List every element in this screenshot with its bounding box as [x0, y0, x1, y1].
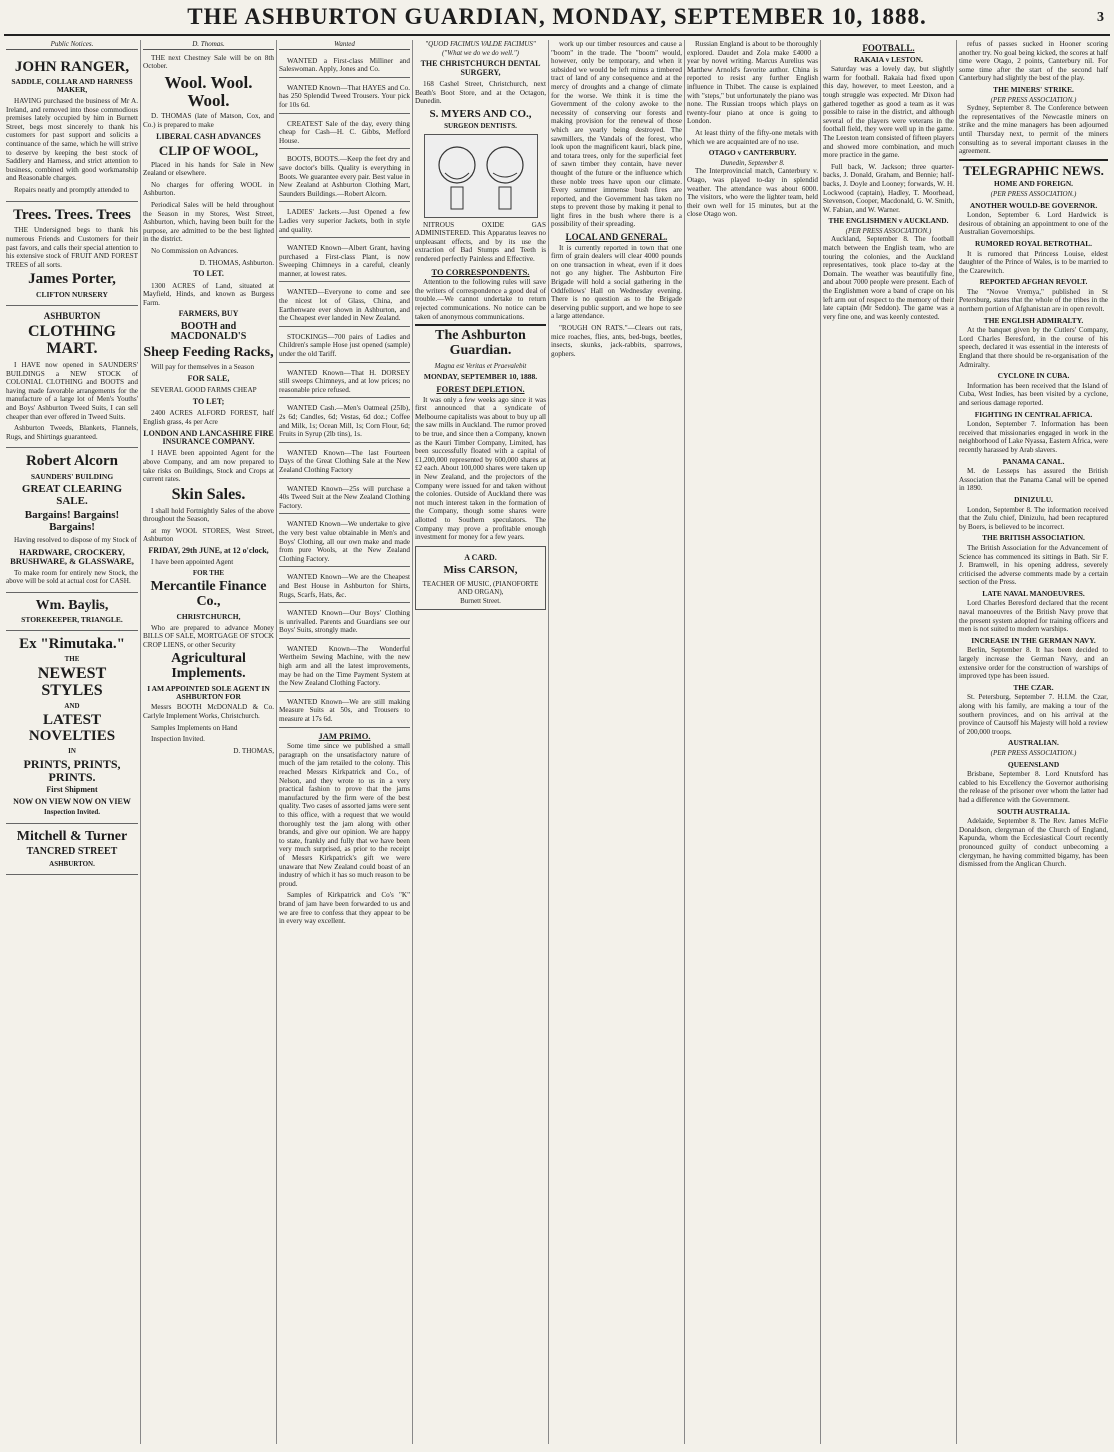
local-general-heading: LOCAL AND GENERAL. — [565, 232, 668, 243]
correspondents-heading: TO CORRESPONDENTS. — [431, 266, 530, 277]
telegram-body: London, September 8. The information received that the Zulu chief, Dinizulu, had been recaptured by Boers, is believed to be incorrect. — [959, 505, 1108, 531]
football-teams: Full back, W. Jackson; three quarter-backs, J. Donald, Graham, and Bennie; half-backs, J. Doyle and Looney; forwards, W. H. Lockwood (captain), Hadley, T. Moorhead, Stevenson, Cooper, Macdonald, G. W. Smith, W. Fabian, and W. Warner. — [823, 162, 954, 214]
telegram-heading: THE BRITISH ASSOCIATION. — [982, 533, 1085, 543]
column-3 — [276, 40, 412, 1444]
telegram-body: The British Association for the Advancement of Science has commenced its sittings in Bath. Sir F. J. Bramwell, in his opening address, severely criticised the adverse comments made by a certain section of the Press. — [959, 543, 1108, 587]
wanted-item: WANTED Known—We are still making Measure Suits at 50s, and Trousers to measure at 17s 6d. — [279, 695, 410, 728]
telegram-heading: THE CZAR. — [1013, 682, 1054, 692]
wanted-item: WANTED Known—That H. DORSEY still sweeps Chimneys, and at low prices; no reasonable price refused. — [279, 366, 410, 399]
inspection-invited-2: Inspection Invited. — [151, 735, 205, 744]
column-8 — [956, 40, 1110, 1444]
australian-heading: AUSTRALIAN. — [1008, 738, 1059, 748]
correspondents-body: Attention to the following rules will save the writers of correspondence a good deal of trouble.—We cannot undertake to return rejected communications. No notice can be taken of anonymous communications. — [415, 278, 546, 321]
masthead-title: THE ASHBURTON GUARDIAN, MONDAY, SEPTEMBER 10, 1888. — [187, 4, 927, 29]
wanted-item: WANTED Known—We are the Cheapest and Best House in Ashburton for Shirts, Rugs, Scarfs, Hats, &c. — [279, 570, 410, 603]
clothing-mart-advert — [6, 306, 138, 448]
no-charge: No charges for offering WOOL in Ashburton. — [143, 180, 274, 198]
jam-body: Some time since we published a small paragraph on the unsatisfactory nature of much of the jam retailed to the colony. This reached Messrs Kirkpatrick and Co., of Nelson, and they wrote to us in a very practical fashion to prove that the jams manufactured by the firm were of the best quality. Two cases of assorted jams were sent to this office, with a request that we would thoroughly test the jam along with other brands, and give our opinion. We are happy to state, frankly and fully that we have been very much surprised, as prior to the receipt of Messrs Kirkpatrick's gift we were unaware that New Zealand could boast of an industry of which it has so much reason to be proud. — [279, 742, 410, 888]
telegram-body: London, September 6. Lord Hardwick is desirous of obtaining an appointment to one of the Australian Governorships. — [959, 211, 1108, 237]
telegram-body: It is rumored that Princess Louise, eldest daughter of the Prince of Wales, is to be married to the Czarewitch. — [959, 249, 1108, 275]
home-press: (PER PRESS ASSOCIATION.) — [990, 189, 1077, 198]
queensland-heading: QUEENSLAND — [1007, 759, 1060, 769]
chestney-sale: THE next Chestney Sale will be on 8th October. — [143, 53, 274, 71]
wool-heading: Wool. Wool. Wool. — [164, 72, 253, 110]
telegram-heading: CYCLONE IN CUBA. — [997, 371, 1070, 381]
acres-1300: 1300 ACRES of Land, situated at Mayfield, Hinds, and known as Burgess Farm. — [143, 281, 274, 307]
wanted-item: WANTED Known—The last Fourteen Days of the Great Clothing Sale at the New Zealand Clothing Factory — [279, 446, 410, 479]
rough-on-rats: "ROUGH ON RATS."—Clears out rats, mice roaches, flies, ants, bed-bugs, beetles, insects, skunks, jack-rabbits, sparrows, gophers. — [551, 324, 682, 358]
london-body: I HAVE been appointed Agent for the above Company, and am now prepared to take risks on Buildings, Stock and Crops at current rates. — [143, 449, 274, 484]
telegram-heading: LATE NAVAL MANOEUVRES. — [982, 588, 1085, 598]
no-commission: No Commission on Advances. — [151, 247, 239, 256]
trees-heading: Trees. Trees. Trees — [13, 206, 131, 223]
mitchell-street: TANCRED STREET — [26, 846, 118, 858]
wanted-item: WANTED Cash.—Men's Oatmeal (25lb), 2s 6d; Candles, 6d; Vestas, 6d doz.; Coffee and Milk, 1s; Ocean Mill, 1s; Corn Flour, 6d; Fruits in Syrup (2lb tins), 1s. — [279, 401, 410, 442]
ranger-name: JOHN RANGER, — [14, 58, 130, 75]
south-australia-heading: SOUTH AUSTRALIA. — [997, 806, 1070, 816]
telegram-body: Berlin, September 8. It has been decided to largely increase the German Navy, and an extensive order for the construction of warships of improved type has been issued. — [959, 646, 1108, 681]
miners-body: Sydney, September 8. The Conference between the representatives of the Newcastle miners on strike and the mine managers has been adjourned until Thursday next, to permit of the miners consulting as to several important clauses in the agreement. — [959, 104, 1108, 156]
otago-canterbury-body: The Interprovincial match, Canterbury v. Otago, was played to-day in splendid weather. The attendance was about 6000. The visitors, who were the lighter team, held their own well for 15 minutes, but at the close Otago won. — [687, 167, 818, 219]
home-foreign: HOME AND FOREIGN. — [993, 179, 1074, 189]
dental-illustration — [424, 134, 538, 218]
page-number: 3 — [1097, 10, 1104, 25]
press-association: (PER PRESS ASSOCIATION.) — [845, 226, 932, 235]
englishmen-body: Auckland, September 8. The football match between the English team, who are touring the colonies, and the Auckland representatives, took place to-day at the Domain. The weather was beautifully fine, and about 7000 people were present. Each of the Englishmen wore a band of crape on his left arm out of respect to the memory of their late captain (Mr Seddon). The game was a very fine one, and was keenly contested. — [823, 235, 954, 321]
farmers-buy: FARMERS, BUY — [178, 309, 239, 319]
booth-macdonald: BOOTH and MACDONALD'S — [170, 320, 247, 343]
telegram-list — [959, 202, 1108, 737]
mercantile-finance: Mercantile Finance Co., — [150, 579, 267, 609]
otago-continued: refus of passes sucked in Hooner scoring another try. No goal being kicked, the scores at half time were Otago, 2 points, Canterbury nil. For some time after the start of the second half Canterbury had slightly the best of the play. — [959, 40, 1108, 83]
carson-card — [415, 546, 546, 611]
liberal-advances: LIBERAL CASH ADVANCES — [156, 131, 261, 141]
telegram-heading: ANOTHER WOULD-BE GOVERNOR. — [969, 200, 1098, 210]
telegram-body: The "Novoe Vremya," published in St Petersburg, states that the whole of the tribes in the northern portion of Afghanistan are in open revolt. — [959, 287, 1108, 314]
christchurch: CHRISTCHURCH, — [176, 611, 241, 621]
telegram-body: London, September 7. Information has been received that missionaries engaged in work in the neighborhood of Lake Nyassa, Eastern Africa, were recently harassed by Arab slavers. — [959, 420, 1108, 454]
ranger-body: HAVING purchased the business of Mr A. Ireland, and removed into those commodious premises lately occupied by him in Burnett Street, begs most sincerely to thank his customers for past support and solicits a continuance of the same, which he will strive to deserve by keeping the best stock of Saddlery and Harness, and strict attention to business, combined with good workmanship and Reasonable charges. — [6, 97, 138, 183]
myers-name: S. MYERS AND CO., — [429, 107, 532, 120]
column-header: Public Notices. — [6, 40, 138, 50]
telegram-body: Information has been received that the Island of Cuba, West Indies, has been visited by a cyclone, and serious damage reported. — [959, 381, 1108, 408]
alcorn-bargains: Bargains! Bargains! Bargains! — [24, 509, 120, 533]
football-heading: FOOTBALL. — [862, 43, 915, 53]
wanted-item: WANTED—Everyone to come and see the nicest lot of Glass, China, and Earthenware ever shown in Ashburton, and the Cheapest ever landed in New Zealand. — [279, 285, 410, 326]
telegram-body: St. Petersburg, September 7. H.I.M. the Czar, along with his family, are making a tour of the southern provinces, and on his arrival at the province of Cautsoff his Majesty will hold a review of 200,000 troops. — [959, 693, 1108, 736]
inspection-invited: Inspection Invited. — [43, 808, 100, 817]
skin-body: I shall hold Fortnightly Sales of the above throughout the Season, — [143, 506, 274, 524]
australian-press: (PER PRESS ASSOCIATION.) — [990, 748, 1077, 757]
miners-strike-heading: THE MINERS' STRIKE. — [993, 84, 1074, 94]
to-let-2: TO LET; — [192, 397, 225, 407]
ranger-trade: SADDLE, COLLAR AND HARNESS MAKER, — [11, 77, 133, 95]
jam-tail: Samples of Kirkpatrick and Co's "K" brand of jam have been forwarded to us and we are free to confess that they appear to be in every way excellent. — [279, 891, 410, 926]
ranger-foot: Repairs neatly and promptly attended to — [14, 186, 130, 195]
styles-and: AND — [64, 702, 80, 711]
sole-agent: I AM APPOINTED SOLE AGENT IN ASHBURTON FOR — [147, 683, 270, 701]
issue-date: MONDAY, SEPTEMBER 10, 1888. — [423, 372, 538, 382]
rakaia-leeston: RAKAIA v LESTON. — [854, 54, 923, 64]
column-6 — [684, 40, 820, 1444]
column-5 — [548, 40, 684, 1444]
thomas-signature: D. THOMAS, Ashburton. — [199, 258, 274, 267]
to-let: TO LET. — [193, 269, 224, 279]
baylis-trade: STOREKEEPER, TRIANGLE. — [21, 615, 123, 625]
agricultural-implements: Agricultural Implements. — [171, 651, 246, 681]
porter-name: James Porter, — [28, 271, 116, 288]
clip-note: Placed in his hands for Sale in New Zealand or elsewhere. — [143, 160, 274, 178]
south-australia-body: Adelaide, September 8. The Rev. James McFie Donaldson, clergyman of the Church of England, Kapunda, whom the Ecclesiastical Court recently pronounced guilty of conduct unbecoming a clergyman, he having committed bigamy, has been dismissed from the Anglican Church. — [959, 817, 1108, 869]
styles-in: IN — [68, 746, 76, 755]
periodical-sales: Periodical Sales will be held throughout the Season in my Stores, West Street, Ashburton, which, having been built for the purpose, are admitted to be the best lighted in the district. — [143, 201, 274, 244]
baylis-advert — [6, 593, 138, 632]
clothing-heading: CLOTHING MART. — [27, 323, 116, 358]
wanted-item: WANTED Known—Albert Grant, having purchased a First-class Plant, is now Sweeping Chimneys in a careful, cleanly manner, at lowest rates. — [279, 241, 410, 282]
first-shipment: First Shipment — [46, 785, 98, 795]
telegram-heading: FIGHTING IN CENTRAL AFRICA. — [974, 409, 1093, 419]
guardian-title: The Ashburton Guardian. — [415, 324, 546, 358]
thomas-signature-2: D. THOMAS, — [233, 746, 274, 755]
forest-continued: work up our timber resources and cause a "boom" in the trade. The "boom" would, however, only be temporary, and when it subsided we would be left minus a timbered tract of land of any consequence and at the mercy of droughts and a change of climate for the worse. We think it is time the Government of the colony awoke to the necessity of conserving our forests and making provision for the renewal of those which are yearly being destroyed. The sawmillers, the Vandals of the forest, who look upon the magnificent kauri, black pine, and totara trees, only for the superficial feet of sawn timber they contain, have never thought of the future or the influence which these noble trees have upon our climate. Every summer immense bush fires are reported, and the Government has taken no steps to prevent those by making it penal to light fires in the bush where there is a possibility of their spreading. — [551, 40, 682, 229]
mitchell-town: ASHBURTON. — [49, 859, 95, 868]
englishmen-auckland: THE ENGLISHMEN v AUCKLAND. — [828, 216, 949, 226]
card-heading: A CARD. — [464, 552, 497, 562]
jam-heading: JAM PRIMO. — [318, 730, 371, 741]
baylis-name: Wm. Baylis, — [35, 597, 109, 613]
wanted-item: STOCKINGS—700 pairs of Ladies and Children's sample Hose just opened (sample) under the old Tariff. — [279, 330, 410, 363]
now-on-view: NOW ON VIEW NOW ON VIEW — [13, 796, 131, 806]
telegram-heading: REPORTED AFGHAN REVOLT. — [979, 277, 1088, 287]
telegram-body: M. de Lesseps has assured the British Association that the Panama Canal will be opened in 1890. — [959, 467, 1108, 493]
wanted-item: BOOTS, BOOTS.—Keep the feet dry and save doctor's bills. Quality is everything in Boots. We guarantee every pair. Best value in New Zealand at Ashburton Clothing Mart, Saunders Buildings.—Robert Alcorn. — [279, 152, 410, 202]
mitchell-advert — [6, 824, 138, 876]
mitchell-name: Mitchell & Turner — [16, 828, 128, 844]
styles-advert — [6, 631, 138, 823]
appointed-agent: I have been appointed Agent — [151, 558, 234, 567]
telegram-heading: PANAMA CANAL. — [1002, 456, 1065, 466]
telegram-body: At the banquet given by the Cutlers' Company, Lord Charles Beresford, in the course of his speech, declared it was essential in the interests of England that there should be re-organisation of the Admiralty. — [959, 326, 1108, 369]
alford-forest: 2400 ACRES ALFORD FOREST, half English grass, 4s per Acre — [143, 409, 274, 427]
clothing-body: I HAVE now opened in SAUNDERS' BUILDINGS a NEW STOCK of COLONIAL CLOTHING and BOOTS and having made favorable arrangements for the manufacture of a large lot of Men's Youths' and Boys' Ashburton Tweed Suits, I can sell cheaper than ever offered in Tweed Suits. — [6, 361, 138, 421]
wanted-item: WANTED Known—The Wonderful Wertheim Sewing Machine, with the new high arm and all the latest improvements, may be had on the Time Payment System at the New Zealand Clothing Factory. — [279, 642, 410, 692]
football-body: Saturday was a lovely day, but slightly warm for football. Rakaia had fixed upon this day, however, to meet Leeston, and a tough struggle was expected. Mr Dixon had gathered together as good a team as it was possible to raise in the district, and although several of the players were veterans in the football field, they were well up in the game. The Leeston team consisted of fifteen players and showed more combination, and much more practice in the game. — [823, 65, 954, 160]
skin-date: FRIDAY, 29th JUNE, at 12 o'clock, — [148, 545, 269, 555]
skin-place: at my WOOL STORES, West Street, Ashburton — [143, 526, 274, 544]
samples-on-hand: Samples Implements on Hand — [151, 723, 238, 732]
clip-of-wool: CLIP OF WOOL, — [158, 143, 259, 159]
otago-canterbury-dateline: Dunedin, September 8. — [720, 158, 785, 167]
nitrous-oxide: NITROUS OXIDE GAS ADMINISTERED. This Apparatus leaves no unpleasant effects, and by its use the extraction of Bad Stumps and Teeth is rendered perfectly Painless and Effective. — [415, 220, 546, 264]
latest-novelties: LATEST NOVELTIES — [28, 712, 116, 745]
wanted-item: WANTED a First-class Milliner and Saleswoman. Apply, Jones and Co. — [279, 54, 410, 78]
several-farms: SEVERAL GOOD FARMS CHEAP — [151, 386, 257, 395]
otago-canterbury-heading: OTAGO v CANTERBURY. — [708, 148, 797, 158]
styles-the: THE — [64, 655, 80, 664]
forest-heading: FOREST DEPLETION. — [436, 384, 525, 395]
column-4 — [412, 40, 548, 1444]
racks-note: Will pay for themselves in a Season — [151, 363, 255, 372]
alcorn-foot: To make room for entirely new Stock, the above will be sold at actual cost for CASH. — [6, 568, 138, 586]
dental-address: 168 Cashel Street, Christchurch, next Beath's Boot Store, and at the Octagon, Dunedin. — [415, 79, 546, 106]
local-general-body: It is currently reported in town that one firm of grain dealers will clear 4000 pounds on one transaction in wheat, even if it does not go any higher. The Ashburton Fire Brigade will hold a social gathering in the Oddfellows' Hall on Wednesday evening. There is no question as to the Brigade deserving public support, and we hope to see a large attendance. — [551, 243, 682, 321]
telegram-heading: RUMORED ROYAL BETROTHAL. — [975, 238, 1092, 248]
surgeon-dentists: SURGEON DENTISTS. — [444, 122, 517, 131]
column-header: D. Thomas. — [143, 40, 274, 50]
for-the: FOR THE — [192, 568, 225, 577]
skin-sales: Skin Sales. — [171, 485, 246, 503]
telegram-heading: THE ENGLISH ADMIRALTY. — [983, 315, 1084, 325]
wanted-item: CREATEST Sale of the day, every thing cheap for Cash—H. C. Gibbs, Mefford House. — [279, 117, 410, 150]
alcorn-place: SAUNDERS' BUILDING — [30, 472, 114, 482]
alcorn-body: Having resolved to dispose of my Stock of — [14, 536, 137, 545]
telegram-body: Lord Charles Beresford declared that the recent naval manoeuvres of the British Navy prove that the present system adopted for training officers and men is not suited to modern warships. — [959, 599, 1108, 634]
trees-body: THE Undersigned begs to thank his numerous Friends and Customers for their past favors, and calls their special attention to his extensive stock of FRUIT AND FOREST TREES of all sorts. — [6, 226, 138, 269]
wanted-item: WANTED Known—That HAYES and Co. has 250 Splendid Tweed Trousers. Your pick for 10s 6d. — [279, 81, 410, 114]
telegram-heading: DINIZULU. — [1014, 494, 1053, 504]
sheep-racks: Sheep Feeding Racks, — [143, 344, 274, 360]
column-header: Wanted — [279, 40, 410, 50]
dental-surgery: THE CHRISTCHURCH DENTAL SURGERY, — [420, 59, 541, 77]
london-lancashire: LONDON AND LANCASHIRE FIRE INSURANCE COMPANY. — [143, 428, 274, 447]
wanted-item: LADIES' Jackets.—Just Opened a few Ladies very superior Jackets, both in style and quality. — [279, 205, 410, 238]
for-sale: FOR SALE, — [187, 374, 230, 384]
miners-press: (PER PRESS ASSOCIATION.) — [990, 95, 1077, 104]
column-7 — [820, 40, 956, 1444]
porter-place: CLIFTON NURSERY — [36, 290, 108, 300]
card-name: Miss CARSON, — [443, 564, 518, 577]
card-address: Burnett Street. — [460, 596, 501, 605]
queensland-body: Brisbane, September 8. Lord Knutsford has cabled to his Excellency the Governor authorising the release of the prisoner over whom the latter had had a difference with the Government. — [959, 770, 1108, 804]
wanted-item: WANTED Known—25s will purchase a 40s Tweed Suit at the New Zealand Clothing Factory. — [279, 482, 410, 515]
rimutaka: Ex "Rimutaka." — [19, 636, 125, 653]
column-1 — [4, 40, 140, 1444]
prints: PRINTS, PRINTS, PRINTS. — [23, 757, 121, 784]
mercantile-body: Who are prepared to advance Money BILLS OF SALE, MORTGAGE OF STOCK CROP LIENS, or other Security — [143, 623, 274, 649]
teeth-illustration-icon — [425, 135, 537, 217]
telegram-heading: INCREASE IN THE GERMAN NAVY. — [971, 635, 1096, 645]
wanted-list — [279, 54, 410, 728]
metals-note: At least thirty of the fifty-one metals with which we are acquainted are of no use. — [687, 128, 818, 146]
masthead — [4, 4, 1110, 36]
clothing-top: ASHBURTON — [43, 310, 101, 321]
ranger-advert — [6, 54, 138, 202]
wanted-item: WANTED Known—Our Boys' Clothing is unrivalled. Parents and Guardians see our Boys' Suits, strongly made. — [279, 606, 410, 639]
forest-body: It was only a few weeks ago since it was first announced that a syndicate of Melbourne capitalists was about to buy up all the saw mills in Auckland. The rumor proved to be true, and since then a Company, known as the Kauri Timber Company, Limited, has been successfully floated with a capital of £1,200,000 represented by 600,000 shares at £2 each. About 100,000 shares were taken up in New Zealand, and the projectors of the Company were issued for and taken without the colonies. Outside of Auckland there was not much interest taken in the formation of the Company, though some shares were allotted to Southern speculators. The Company may prove a profitable enough investment for money for a few years. — [415, 395, 546, 542]
newest-styles: NEWEST STYLES — [37, 665, 107, 700]
alcorn-advert — [6, 448, 138, 592]
alcorn-stock: HARDWARE, CROCKERY, BRUSHWARE, & GLASSWARE, — [10, 546, 134, 566]
newspaper-page — [4, 2, 1110, 1446]
alcorn-name: Robert Alcorn — [25, 453, 119, 470]
dental-motto: "QUOD FACIMUS VALDE FACIMUS" ("What we do we do well.") — [425, 40, 536, 57]
wanted-item: WANTED Known—We undertake to give the very best value obtainable in Men's and Boys' Clothing, all our own make and made from pure Wools, at the New Zealand Clothing Factory. — [279, 517, 410, 567]
booth-carlyle: Messrs BOOTH McDONALD & Co. Carlyle Implement Works, Christchurch. — [143, 703, 274, 721]
trees-advert — [6, 202, 138, 306]
telegraphic-news: TELEGRAPHIC NEWS. — [959, 159, 1108, 178]
alcorn-sale: GREAT CLEARING SALE. — [21, 482, 123, 507]
clothing-foot: Ashburton Tweeds, Blankets, Flannels, Rugs, and Shirtings guaranteed. — [6, 424, 138, 441]
guardian-motto: Magna est Veritas et Praevalebit — [434, 361, 527, 370]
thomas-intro: D. THOMAS (late of Matson, Cox, and Co.) is prepared to make — [143, 112, 274, 130]
news-notes: Russian England is about to be thoroughly explored. Daudet and Zola make £4000 a year by novel writing. Marcus Aurelius was Matthew Arnold's favorite author. China is reported to resist any further English influence in Thibet. The cause is explained with "steps," but unfortunately the piano was none. The Russian troops which plays on twenty-four piano at once is going to London. — [687, 40, 818, 126]
card-role: TEACHER OF MUSIC, (PIANOFORTE AND ORGAN), — [422, 579, 539, 597]
column-2 — [140, 40, 276, 1444]
